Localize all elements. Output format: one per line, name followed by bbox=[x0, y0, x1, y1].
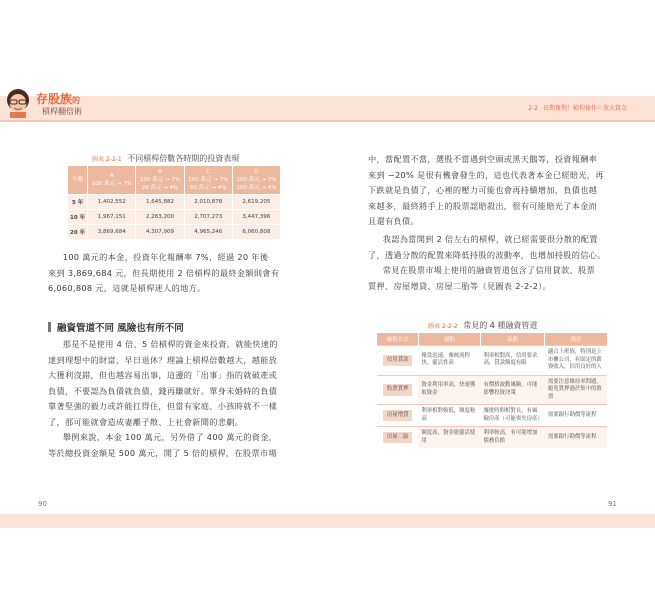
table-cell: 2,619,205 bbox=[232, 195, 280, 210]
header-rule bbox=[0, 120, 655, 122]
left-paragraph-2 bbox=[48, 337, 288, 461]
table-cell: 2,263,200 bbox=[136, 210, 184, 225]
left-paragraph-1 bbox=[48, 250, 288, 297]
table-cell: 利率較高，有可能增加債務負擔 bbox=[480, 427, 544, 449]
table2-caption bbox=[428, 320, 537, 331]
table-cell: 2,707,273 bbox=[184, 210, 232, 225]
table1-header-c bbox=[184, 166, 232, 195]
text-line: 來到 −20% 是很有機會發生的，這也代表著本金已經賠光，再 bbox=[368, 169, 604, 180]
text-line: 我認為當開到 2 倍左右的槓桿，就已經需要很分散的配置 bbox=[382, 234, 598, 244]
text-line: 大獲利沒錯，但也越容易出事，這邊的「出事」指的就破產或 bbox=[48, 370, 278, 380]
running-head bbox=[528, 103, 627, 112]
page-number-left: 90 bbox=[38, 500, 47, 508]
table-cell: 4,965,246 bbox=[184, 225, 232, 240]
section-heading-bar bbox=[48, 322, 51, 332]
table2-caption-number: 圖表 2-2-2 bbox=[428, 323, 458, 330]
table-cell: 6,060,808 bbox=[232, 225, 280, 240]
table-row bbox=[377, 405, 607, 427]
table-cell: 撥款迅速，審核流程快，靈活性高 bbox=[418, 346, 480, 376]
table-row-heading bbox=[377, 427, 418, 449]
table1-header-row bbox=[68, 166, 280, 195]
text-line: 來到 3,869,684 元，但長期使用 2 倍槓桿的最終金額則會有 bbox=[48, 267, 280, 278]
table1-header-b bbox=[136, 166, 184, 195]
logo-title-suffix: 的 bbox=[72, 96, 81, 105]
table-cell: 3,447,396 bbox=[232, 210, 280, 225]
financing-type-label: 房屋增貸 bbox=[383, 410, 413, 422]
table2-header-row bbox=[377, 333, 607, 346]
running-head-number: 2-2 bbox=[528, 105, 539, 112]
logo-subtitle: 槓桿翻倍術 bbox=[42, 107, 82, 116]
table1-header-d-line1: 100 萬元 → 7% bbox=[236, 177, 277, 183]
table-cell: 審批時間相對長，有風險房產（可能喪失房產） bbox=[480, 405, 544, 427]
section-heading bbox=[48, 320, 184, 334]
text-line: 質押、房屋增貸、房屋二胎等（見圖表 2-2-2）。 bbox=[368, 280, 552, 291]
table1-header-a-line1: 100 萬元 → 7% bbox=[91, 181, 132, 187]
table-cell: 需要注意維持率問題，避免質押過於集中的股票 bbox=[545, 375, 607, 405]
table-cell: 資金利用率高，快速獲取資金 bbox=[418, 375, 480, 405]
table-cell: 1,402,552 bbox=[88, 195, 136, 210]
table1-caption bbox=[92, 153, 239, 164]
table-cell: 4,307,909 bbox=[136, 225, 184, 240]
text-line: 下跌就是負債了，心裡的壓力可能也會再持續增加，負債也越 bbox=[368, 185, 598, 195]
table-row bbox=[377, 346, 607, 376]
table-row bbox=[377, 427, 607, 449]
table1-header-d bbox=[232, 166, 280, 195]
text-line: 常見在股票市場上使用的融資管道包含了信用貸款、股票 bbox=[382, 265, 595, 275]
financing-type-label: 房屋二胎 bbox=[383, 432, 413, 444]
table-cell: 5 年 bbox=[68, 195, 88, 210]
table1-header-c-line2: 50 萬元 → 4% bbox=[189, 185, 227, 191]
book-logo bbox=[4, 88, 84, 122]
table-cell: 1,967,151 bbox=[88, 210, 136, 225]
table-cell: 額度高，資金能靈活使用 bbox=[418, 427, 480, 449]
table-row-heading bbox=[377, 375, 418, 405]
table-cell: 利率相對較低，額度較高 bbox=[418, 405, 480, 427]
author-avatar-icon bbox=[4, 88, 32, 118]
table1-header-d-letter: D bbox=[254, 169, 259, 175]
table-cell: 利率相對高，信用要求高，貸款額度有限 bbox=[480, 346, 544, 376]
text-line: 來越多，最終將手上的股票認賠殺出，很有可能賠光了本金而 bbox=[368, 200, 598, 211]
text-line: 達到理想中的財富，早日退休？理論上槓桿倍數越大，越能放 bbox=[48, 354, 278, 365]
footer-band bbox=[0, 514, 655, 528]
table-row-heading bbox=[377, 346, 418, 376]
text-line: 舉例來說，本金 100 萬元，另外借了 400 萬元的資金， bbox=[62, 432, 278, 442]
table-row-heading bbox=[377, 405, 418, 427]
table-row bbox=[68, 210, 280, 225]
table1-header-years bbox=[68, 166, 88, 195]
table-cell: 10 年 bbox=[68, 210, 88, 225]
leverage-performance-table bbox=[68, 166, 280, 239]
right-paragraph-1 bbox=[368, 152, 613, 230]
right-paragraph-2 bbox=[368, 232, 613, 294]
table-cell: 3,869,684 bbox=[88, 225, 136, 240]
text-line: 了，那可能就會造成妻離子散、上社會新聞的悲劇。 bbox=[48, 416, 244, 427]
text-line: 那是不是使用 4 倍、5 倍槓桿的資金來投資，就能快速的 bbox=[62, 339, 278, 349]
table1-header-c-line1: 100 萬元 → 7% bbox=[188, 177, 229, 183]
table1-header-a-letter: A bbox=[109, 173, 114, 179]
text-line: 且還有負債。 bbox=[368, 216, 419, 226]
text-line: 負債，不要認為負債就負債，錢再賺就好。單身未婚時的負債 bbox=[48, 385, 278, 396]
table2-header-note: 備註 bbox=[545, 333, 607, 346]
table-row bbox=[377, 375, 607, 405]
table2-header-type: 融資方式 bbox=[377, 333, 418, 346]
table-cell: 適合上班族，特別是上市櫃公司，有固定的薪資收入，信用良好的人 bbox=[545, 346, 607, 376]
text-line: 了，透過分散的配置來降低持股的波動率，也增加持股的信心。 bbox=[368, 249, 606, 260]
financing-type-label: 股票質押 bbox=[383, 384, 413, 396]
table2-header-cons: 缺點 bbox=[480, 333, 544, 346]
running-head-text: 長期複利！槓桿操作＝放大資金 bbox=[542, 105, 627, 112]
table1-header-d-line2: 100 萬元 → 4% bbox=[236, 185, 277, 191]
logo-title-main: 存股族 bbox=[36, 92, 73, 106]
table-cell: 有價格波動風險，可能影響投資決策 bbox=[480, 375, 544, 405]
table-cell: 2,010,878 bbox=[184, 195, 232, 210]
text-line: 100 萬元的本金，投資年化報酬率 7%，經過 20 年後 bbox=[62, 252, 269, 262]
table-row bbox=[68, 195, 280, 210]
text-line: 6,060,808 元，這就是槓桿迷人的地方。 bbox=[48, 283, 206, 293]
text-line: 靠著堅強的毅力或許能扛得住，但當有家庭、小孩時就不一樣 bbox=[48, 401, 278, 411]
page-number-right: 91 bbox=[608, 500, 617, 508]
table-cell: 需要銀行勘價等流程 bbox=[545, 405, 607, 427]
table1-header-c-letter: C bbox=[206, 169, 211, 175]
table1-header-b-line1: 100 萬元 → 7% bbox=[139, 177, 181, 183]
financing-type-label: 信用貸款 bbox=[383, 355, 413, 367]
table1-caption-text: 不同槓桿倍數各時期的投資表現 bbox=[127, 154, 240, 163]
table1-header-a bbox=[88, 166, 136, 195]
table2-header-pros: 優點 bbox=[418, 333, 480, 346]
text-line: 等於總投資金額是 500 萬元，開了 5 倍的槓桿，在股票市場 bbox=[48, 447, 277, 458]
text-line: 中，當配置不當，選股不當遇到空頭或黑天鵝等，投資報酬率 bbox=[368, 154, 598, 164]
logo-title bbox=[36, 90, 80, 107]
table1-header-years-label: 年數 bbox=[72, 177, 84, 183]
section-heading-text: 融資管道不同 風險也有所不同 bbox=[57, 323, 184, 334]
table1-header-b-letter: B bbox=[158, 169, 162, 175]
table-cell: 需要銀行勘價等流程 bbox=[545, 427, 607, 449]
table2-caption-text: 常見的 4 種融資管道 bbox=[463, 321, 538, 330]
table-row bbox=[68, 225, 280, 240]
table-cell: 20 年 bbox=[68, 225, 88, 240]
financing-channels-table bbox=[377, 333, 607, 448]
table1-caption-number: 圖表 2-2-1 bbox=[92, 156, 122, 163]
table-cell: 1,645,882 bbox=[136, 195, 184, 210]
table1-header-b-line2: 20 萬元 → 4% bbox=[141, 185, 179, 191]
